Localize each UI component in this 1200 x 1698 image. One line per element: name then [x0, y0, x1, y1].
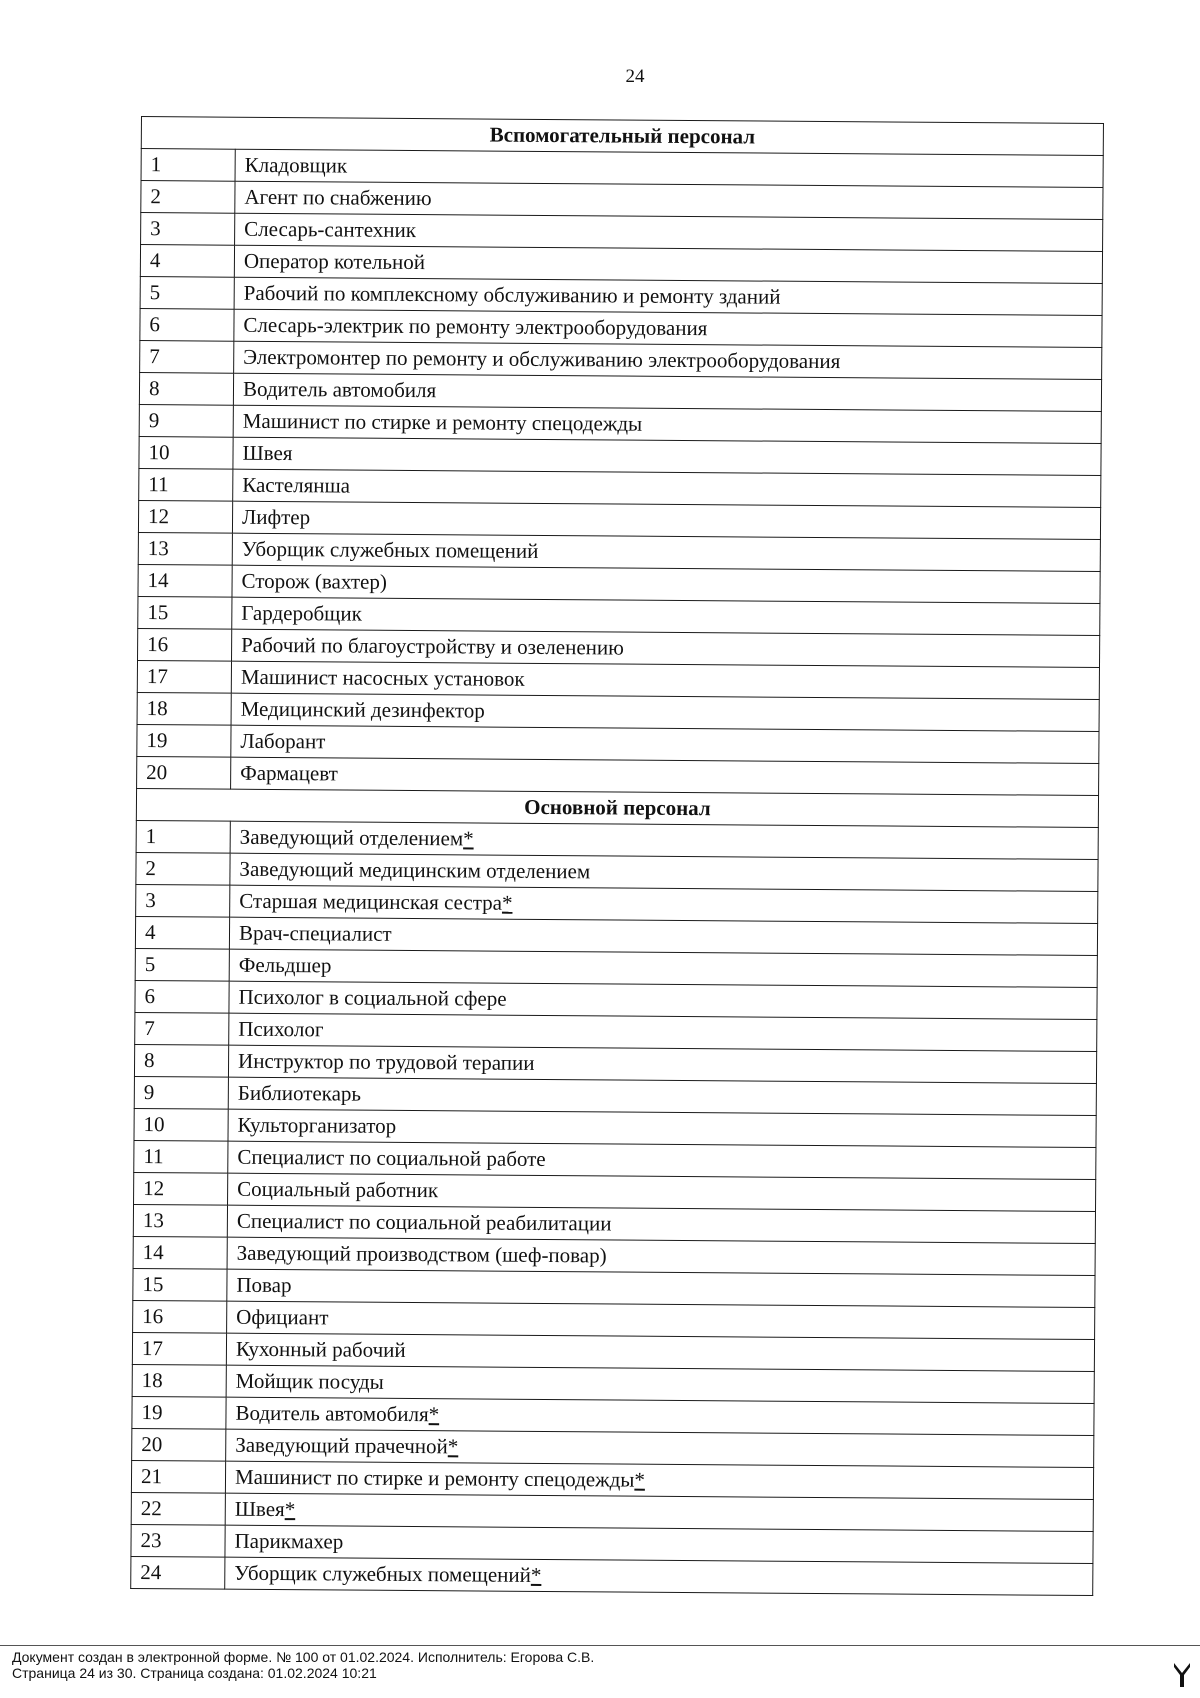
- position-title: Фельдшер: [238, 952, 332, 978]
- row-number: 19: [137, 724, 231, 757]
- footnote-mark: *: [463, 826, 474, 851]
- position-title: Кухонный рабочий: [235, 1336, 406, 1362]
- document-system-logo-icon: [1172, 1661, 1192, 1689]
- position-title: Оператор котельной: [243, 248, 426, 275]
- row-number: 20: [137, 756, 231, 789]
- row-number: 9: [139, 404, 233, 437]
- row-number: 2: [136, 852, 230, 885]
- row-number: 12: [134, 1172, 228, 1205]
- row-number: 4: [140, 245, 234, 278]
- row-number: 17: [132, 1332, 226, 1365]
- position-title: Рабочий по благоустройству и озеленению: [241, 632, 624, 660]
- footer-divider: [0, 1645, 1200, 1646]
- position-title: Рабочий по комплексному обслуживанию и ремонту зданий: [243, 280, 781, 309]
- position-title: Машинист по стирке и ремонту спецодежды: [234, 1464, 635, 1492]
- document-footer: [12, 1649, 594, 1681]
- row-number: 6: [140, 308, 234, 341]
- position-title: Официант: [236, 1304, 329, 1330]
- position-title: Лаборант: [240, 728, 326, 754]
- position-title: Заведующий медицинским отделением: [239, 856, 591, 884]
- position-title: Уборщик служебных помещений: [241, 536, 539, 563]
- position-cell: [225, 1557, 1093, 1595]
- footer-document-info: Документ создан в электронной форме. № 100 от 01.02.2024. Исполнитель: Егорова С.В.: [12, 1649, 595, 1665]
- footnote-mark: *: [428, 1402, 440, 1427]
- row-number: 15: [133, 1268, 227, 1301]
- footnote-mark: *: [634, 1467, 646, 1492]
- row-number: 5: [140, 276, 234, 309]
- position-title: Врач-специалист: [238, 920, 392, 946]
- position-title: Медицинский дезинфектор: [240, 696, 485, 723]
- position-title: Сторож (вахтер): [241, 568, 387, 594]
- row-number: 23: [131, 1524, 225, 1557]
- row-number: 7: [135, 1012, 229, 1045]
- row-number: 14: [138, 564, 232, 597]
- row-number: 13: [138, 532, 232, 565]
- position-title: Водитель автомобиля: [242, 376, 437, 403]
- section-heading: Основной персонал: [136, 788, 1098, 827]
- row-number: 12: [138, 500, 232, 533]
- position-title: Швея: [242, 440, 293, 466]
- row-number: 16: [138, 628, 232, 661]
- row-number: 13: [133, 1204, 227, 1237]
- row-number: 6: [135, 980, 229, 1013]
- position-title: Слесарь-сантехник: [244, 216, 417, 243]
- row-number: 18: [137, 692, 231, 725]
- position-title: Водитель автомобиля: [235, 1400, 429, 1427]
- row-number: 21: [131, 1460, 225, 1493]
- position-title: Гардеробщик: [241, 600, 362, 626]
- row-number: 3: [136, 884, 230, 917]
- row-number: 22: [131, 1492, 225, 1525]
- row-number: 10: [134, 1108, 228, 1141]
- table-row: [131, 1556, 1093, 1595]
- row-number: 3: [141, 213, 235, 246]
- row-number: 16: [133, 1300, 227, 1333]
- position-title: Повар: [236, 1272, 292, 1298]
- position-title: Агент по снабжению: [244, 184, 432, 211]
- position-title: Специалист по социальной работе: [237, 1144, 546, 1171]
- page-number: 24: [625, 66, 645, 87]
- row-number: 17: [137, 660, 231, 693]
- position-title: Заведующий отделением: [239, 824, 464, 851]
- position-title: Социальный работник: [237, 1176, 439, 1203]
- position-title: Слесарь-электрик по ремонту электрооборудования: [243, 312, 708, 341]
- row-number: 14: [133, 1236, 227, 1269]
- position-title: Уборщик служебных помещений: [234, 1560, 532, 1587]
- position-title: Швея: [234, 1496, 285, 1522]
- row-number: 19: [132, 1396, 226, 1429]
- position-title: Фармацевт: [240, 760, 338, 786]
- row-number: 24: [131, 1556, 225, 1589]
- row-number: 15: [138, 596, 232, 629]
- row-number: 11: [139, 468, 233, 501]
- row-number: 18: [132, 1364, 226, 1397]
- footnote-mark: *: [284, 1497, 296, 1522]
- row-number: 5: [135, 948, 229, 981]
- row-number: 2: [141, 181, 235, 214]
- row-number: 8: [134, 1044, 228, 1077]
- position-title: Заведующий прачечной: [235, 1432, 448, 1459]
- position-title: Заведующий производством (шеф-повар): [236, 1240, 607, 1268]
- position-title: Старшая медицинская сестра: [239, 888, 503, 915]
- footnote-mark: *: [530, 1562, 542, 1587]
- footnote-mark: *: [447, 1434, 459, 1459]
- row-number: 20: [132, 1428, 226, 1461]
- position-title: Культорганизатор: [237, 1112, 397, 1138]
- row-number: 11: [134, 1140, 228, 1173]
- row-number: 1: [141, 149, 235, 182]
- position-title: Кладовщик: [244, 152, 348, 178]
- position-title: Парикмахер: [234, 1528, 344, 1554]
- row-number: 7: [140, 340, 234, 373]
- position-title: Машинист по стирке и ремонту спецодежды: [242, 408, 643, 436]
- position-title: Кастелянша: [242, 472, 351, 498]
- position-title: Психолог: [238, 1016, 324, 1042]
- staff-positions-table: [130, 116, 1104, 1596]
- footer-page-info: Страница 24 из 30. Страница создана: 01.02.2024 10:21: [12, 1665, 377, 1681]
- row-number: 10: [139, 436, 233, 469]
- position-title: Инструктор по трудовой терапии: [237, 1048, 535, 1075]
- position-title: Психолог в социальной сфере: [238, 984, 507, 1011]
- row-number: 9: [134, 1076, 228, 1109]
- position-title: Электромонтер по ремонту и обслуживанию электрооборудования: [243, 344, 841, 374]
- position-title: Специалист по социальной реабилитации: [236, 1208, 612, 1236]
- section-heading: Вспомогательный персонал: [141, 117, 1103, 156]
- position-title: Мойщик посуды: [235, 1368, 384, 1394]
- row-number: 4: [135, 916, 229, 949]
- footnote-mark: *: [501, 890, 513, 915]
- position-title: Лифтер: [241, 504, 311, 530]
- position-title: Библиотекарь: [237, 1080, 362, 1106]
- row-number: 8: [139, 372, 233, 405]
- position-title: Машинист насосных установок: [240, 664, 525, 691]
- row-number: 1: [136, 820, 230, 853]
